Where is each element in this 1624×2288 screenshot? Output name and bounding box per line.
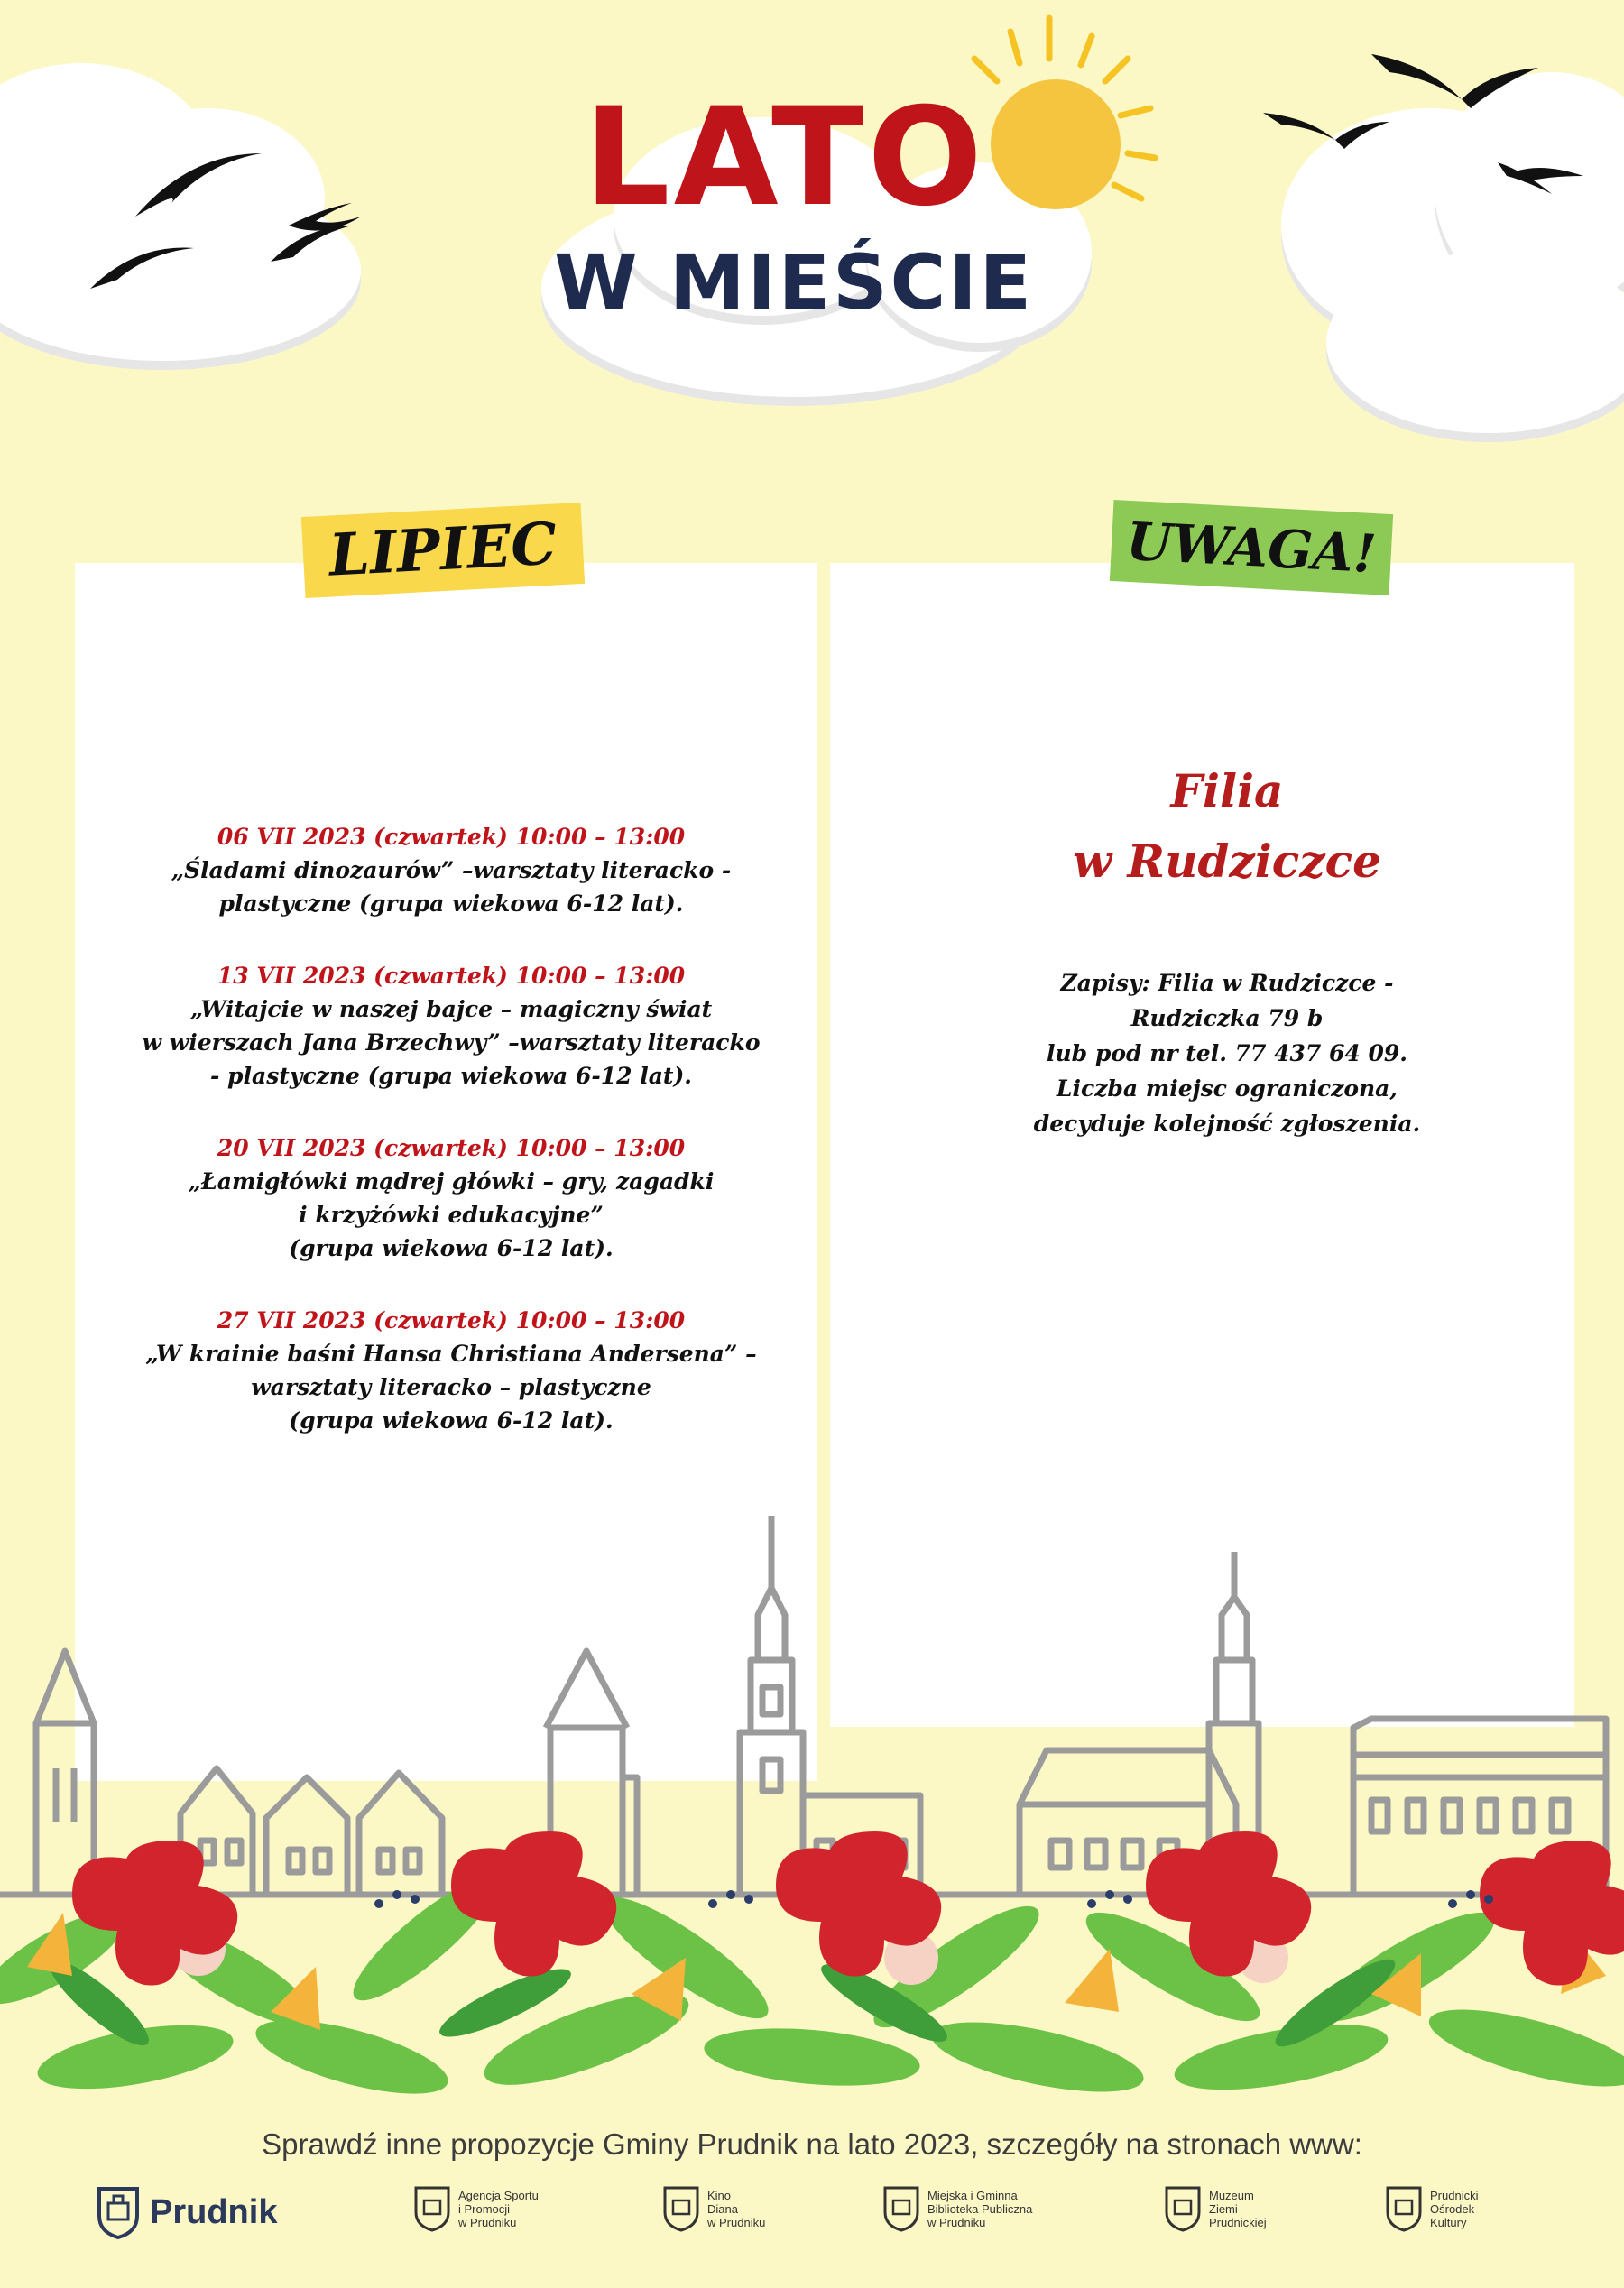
event-item — [86, 1132, 817, 1265]
event-description: „Śladami dinozaurów” –warsztaty literacko - plastyczne (grupa wiekowa 6-12 lat). — [171, 857, 732, 917]
event-item — [86, 821, 817, 920]
location-heading: Filia w Rudziczce — [1073, 764, 1381, 888]
event-description: „Łamigłówki mądrej główki – gry, zagadki i krzyżówki edukacyjne” (grupa wiekowa 6-12 lat). — [188, 1168, 715, 1261]
logo-agencja-sportu[interactable] — [413, 2185, 539, 2232]
event-description: „Witajcie w naszej bajce – magiczny świat w wierszach Jana Brzechwy” –warsztaty literacko - plastyczne (grupa wiekowa 6-12 lat). — [142, 996, 761, 1089]
signup-info: Zapisy: Filia w Rudziczce - Rudziczka 79 b lub pod nr tel. 77 437 64 09. Liczba miejsc ograniczona, decyduje kolejność zgłoszenia. — [1033, 970, 1421, 1137]
logo-kino-diana[interactable] — [662, 2185, 765, 2232]
crest-icon — [882, 2185, 920, 2232]
logo-biblioteka[interactable] — [882, 2185, 1032, 2232]
logo-muzeum[interactable] — [1164, 2185, 1267, 2232]
logo-label: Agencja Sportu i Promocji w Prudniku — [458, 2188, 539, 2229]
tropical-flowers-illustration — [0, 1759, 1624, 2120]
logo-label: Kino Diana w Prudniku — [707, 2188, 766, 2229]
birds-right-icon — [1254, 36, 1597, 208]
event-date: 27 VII 2023 (czwartek) 10:00 – 13:00 — [217, 1307, 686, 1333]
birds-left-icon — [81, 135, 442, 298]
tag-uwaga: UWAGA! — [1110, 500, 1393, 595]
event-item — [86, 1305, 817, 1437]
logo-osrodek-kultury[interactable] — [1385, 2185, 1478, 2232]
crest-icon — [662, 2185, 700, 2232]
crest-icon — [1164, 2185, 1202, 2232]
crest-icon — [413, 2185, 451, 2232]
title-w-miescie: W MIEŚCIE — [554, 238, 1034, 327]
events-list — [86, 821, 817, 1477]
event-date: 13 VII 2023 (czwartek) 10:00 – 13:00 — [217, 963, 686, 989]
logo-label: Prudnicki Ośrodek Kultury — [1430, 2188, 1479, 2229]
event-item — [86, 960, 817, 1093]
title-lato: LATO — [584, 79, 986, 236]
footer-note: Sprawdź inne propozycje Gminy Prudnik na lato 2023, szczegóły na stronach www: — [262, 2127, 1362, 2161]
event-date: 20 VII 2023 (czwartek) 10:00 – 13:00 — [217, 1135, 686, 1161]
prudnik-crest-icon — [96, 2185, 141, 2239]
tag-lipiec: LIPIEC — [301, 503, 585, 598]
logo-label: Muzeum Ziemi Prudnickiej — [1209, 2188, 1267, 2229]
logo-label: Prudnik — [150, 2192, 278, 2231]
logo-label: Miejska i Gminna Biblioteka Publiczna w Prudniku — [927, 2188, 1033, 2229]
logo-prudnik[interactable] — [96, 2185, 277, 2239]
event-date: 06 VII 2023 (czwartek) 10:00 – 13:00 — [217, 824, 686, 850]
crest-icon — [1385, 2185, 1423, 2232]
event-description: „W krainie baśni Hansa Christiana Andersena” – warsztaty literacko – plastyczne (grupa wiekowa 6-12 lat). — [145, 1341, 757, 1434]
